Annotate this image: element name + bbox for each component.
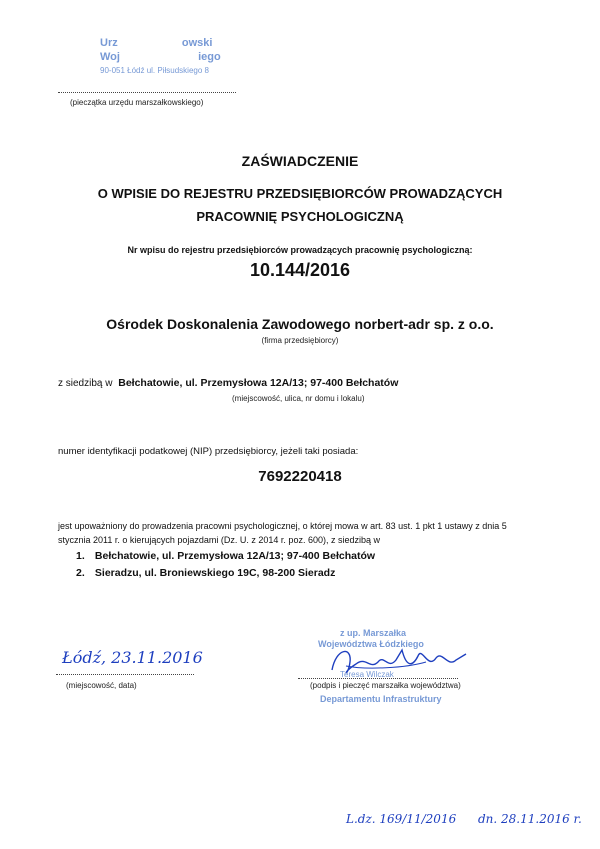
handwritten-reference-number: L.dz. 169/11/2016 xyxy=(346,812,457,826)
office-stamp-line1 xyxy=(100,36,250,50)
place-date-line xyxy=(56,674,194,675)
authorization-text-line1: jest upoważniony do prowadzenia pracowni psychologicznej, o której mowa w art. 83 ust. 1 pkt 1 ustawy z dnia 5 xyxy=(58,521,507,531)
nip-label: numer identyfikacji podatkowej (NIP) przedsiębiorcy, jeżeli taki posiada: xyxy=(58,446,359,457)
registry-label: Nr wpisu do rejestru przedsiębiorców prowadzących pracownię psychologiczną: xyxy=(127,245,473,255)
location-number: 2. xyxy=(76,567,85,579)
nip-value: 7692220418 xyxy=(258,468,342,485)
seat-prefix: z siedzibą w xyxy=(58,378,113,389)
handwritten-receipt-date: dn. 28.11.2016 r. xyxy=(478,812,582,826)
office-stamp-address: 90-051 Łódź ul. Piłsudskiego 8 xyxy=(100,66,209,75)
document-subtitle-line1: O WPISIE DO REJESTRU PRZEDSIĘBIORCÓW PROWADZĄCYCH xyxy=(97,186,503,201)
official-stamp-name: Teresa Wilczak xyxy=(340,670,394,679)
location-item xyxy=(76,550,375,562)
place-date-caption: (miejscowość, data) xyxy=(66,681,137,690)
official-stamp-department: Departamentu Infrastruktury xyxy=(320,694,442,704)
location-number: 1. xyxy=(76,550,85,562)
authorization-text-line2: stycznia 2011 r. o kierujących pojazdami (Dz. U. z 2014 r. poz. 600), z siedzibą w xyxy=(58,535,380,545)
company-name: Ośrodek Doskonalenia Zawodowego norbert-adr sp. z o.o. xyxy=(106,316,494,332)
office-stamp-caption: (pieczątka urzędu marszałkowskiego) xyxy=(70,98,204,107)
seat-address: Bełchatowie, ul. Przemysłowa 12A/13; 97-400 Bełchatów xyxy=(118,377,399,389)
location-text: Bełchatowie, ul. Przemysłowa 12A/13; 97-400 Bełchatów xyxy=(94,550,376,562)
office-stamp xyxy=(100,36,250,78)
seat-caption: (miejscowość, ulica, nr domu i lokalu) xyxy=(232,394,365,403)
office-stamp-line2-end: iego xyxy=(198,51,221,63)
office-stamp-line xyxy=(58,92,236,93)
official-stamp-line2: Województwa Łódzkiego xyxy=(318,639,424,649)
document-title: ZAŚWIADCZENIE xyxy=(241,153,359,169)
signature-line xyxy=(298,678,458,679)
location-item xyxy=(76,567,335,579)
office-stamp-line2-start: Woj xyxy=(100,51,120,63)
location-text: Sieradzu, ul. Broniewskiego 19C, 98-200 Sieradz xyxy=(94,567,336,579)
official-stamp-line1: z up. Marszałka xyxy=(340,628,407,638)
handwritten-place-date: Łódź, 23.11.2016 xyxy=(62,648,203,667)
company-caption: (firma przedsiębiorcy) xyxy=(261,336,339,345)
office-stamp-line1-start: Urz xyxy=(100,37,118,49)
registry-number: 10.144/2016 xyxy=(249,260,351,280)
office-stamp-line1-end: owski xyxy=(181,37,213,49)
document-subtitle-line2: PRACOWNIĘ PSYCHOLOGICZNĄ xyxy=(196,209,404,224)
signature-caption: (podpis i pieczęć marszałka województwa) xyxy=(310,681,461,690)
office-stamp-line2 xyxy=(100,50,250,64)
seat-row xyxy=(58,377,398,389)
